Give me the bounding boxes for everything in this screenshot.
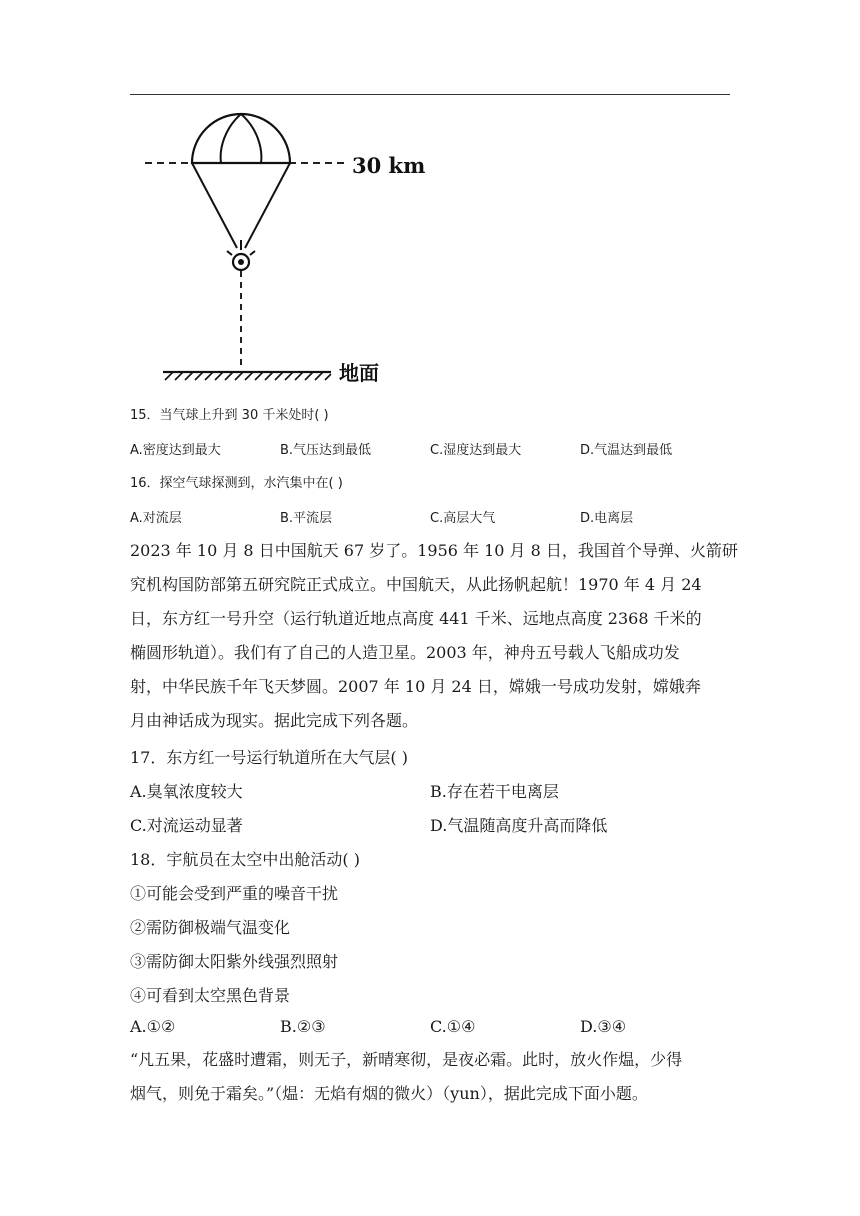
q17-option-b[interactable]: B.存在若干电离层 [430, 782, 559, 801]
balloon-diagram [155, 108, 426, 388]
q17-option-c[interactable]: C.对流运动显著 [130, 816, 243, 835]
q17-option-a[interactable]: A.臭氧浓度较大 [130, 782, 243, 801]
q16-option-d[interactable]: D.电离层 [580, 511, 634, 526]
q18-option-a[interactable]: A.①② [130, 1017, 176, 1036]
suspension-line-left [192, 163, 237, 248]
q18-statement-3: ③需防御太阳紫外线强烈照射 [130, 952, 339, 971]
q18-option-c[interactable]: C.①④ [430, 1017, 476, 1036]
passage-1-line: 月由神话成为现实。据此完成下列各题。 [130, 711, 419, 730]
q17-option-d[interactable]: D.气温随高度升高而降低 [430, 816, 608, 835]
passage-2-line: “凡五果，花盛时遭霜，则无子，新晴寒彻，是夜必霜。此时，放火作煴，少得 [130, 1050, 683, 1069]
ground-label: 地面 [339, 361, 379, 385]
q17-stem: 17．东方红一号运行轨道所在大气层( ) [130, 748, 408, 767]
q15-option-c[interactable]: C.湿度达到最大 [430, 443, 522, 458]
passage-2-line: 烟气，则免于霜矣。”（煴：无焰有烟的微火）（yun），据此完成下面小题。 [130, 1084, 648, 1103]
q15-option-b[interactable]: B.气压达到最低 [280, 443, 372, 458]
q16-option-a[interactable]: A.对流层 [130, 511, 182, 526]
ground-hatching [165, 372, 331, 380]
q18-option-d[interactable]: D.③④ [580, 1017, 627, 1036]
q18-statement-1: ①可能会受到严重的噪音干扰 [130, 884, 339, 903]
passage-1-line: 射，中华民族千年飞天梦圆。2007 年 10 月 24 日，嫦娥一号成功发射，嫦娥奔 [130, 677, 701, 696]
q18-option-b[interactable]: B.②③ [280, 1017, 326, 1036]
altitude-label: 30 km [352, 153, 426, 178]
suspension-line-right [245, 163, 290, 248]
q15-option-a[interactable]: A.密度达到最大 [130, 443, 221, 458]
header-rule [130, 94, 730, 95]
q15-stem: 15．当气球上升到 30 千米处时( ) [130, 408, 329, 423]
passage-1-line: 究机构国防部第五研究院正式成立。中国航天，从此扬帆起航！1970 年 4 月 24 [130, 575, 702, 594]
passage-1-line: 2023 年 10 月 8 日中国航天 67 岁了。1956 年 10 月 8 日，我国首个导弹、火箭研 [130, 541, 738, 560]
q16-option-b[interactable]: B.平流层 [280, 511, 333, 526]
passage-1-line: 日，东方红一号升空（运行轨道近地点高度 441 千米、远地点高度 2368 千米的 [130, 609, 702, 628]
passage-1-line: 椭圆形轨道）。我们有了自己的人造卫星。2003 年，神舟五号载人飞船成功发 [130, 643, 680, 662]
q18-statement-4: ④可看到太空黑色背景 [130, 986, 291, 1005]
balloon-dome [192, 114, 290, 163]
q18-statement-2: ②需防御极端气温变化 [130, 918, 291, 937]
q15-option-d[interactable]: D.气温达到最低 [580, 443, 673, 458]
q16-option-c[interactable]: C.高层大气 [430, 511, 496, 526]
q16-stem: 16．探空气球探测到，水汽集中在( ) [130, 476, 343, 491]
q18-stem: 18．宇航员在太空中出舱活动( ) [130, 850, 360, 869]
passage-1 [130, 534, 738, 738]
passage-2 [130, 1043, 730, 1111]
